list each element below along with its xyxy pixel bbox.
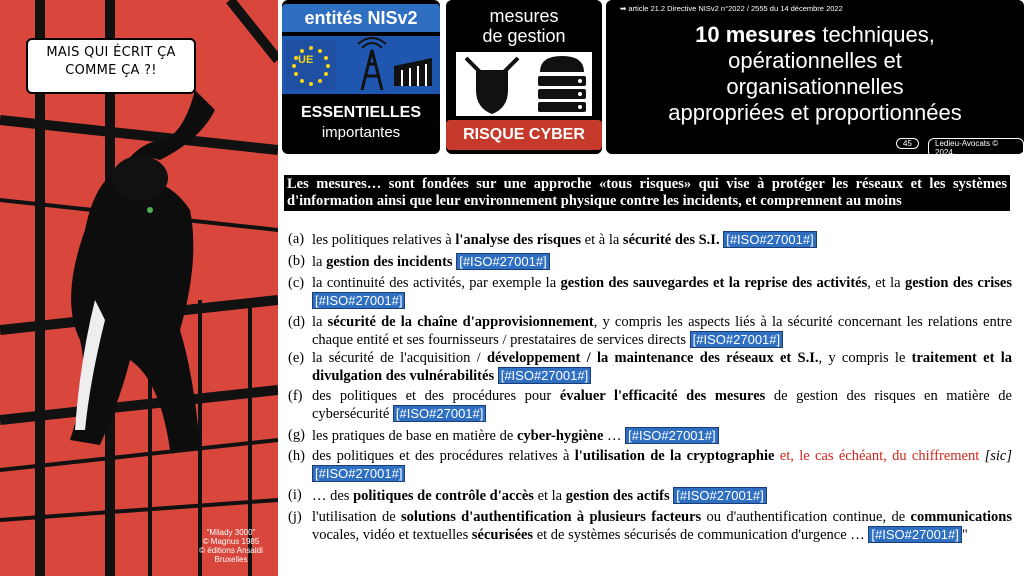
item-text: l'utilisation de — [312, 509, 402, 525]
item-text: la sécurité de l'acquisition / — [312, 350, 487, 366]
article-reference: ➡ article 21.2 Directive NISv2 n°2022 / 2555 du 14 décembre 2022 — [620, 4, 843, 13]
bubble-line-1: MAIS QUI ÉCRIT ÇA — [46, 45, 176, 60]
credit-line: © Magnus 1985 — [202, 537, 260, 546]
item-bold: cyber-hygiène — [516, 428, 604, 444]
item-bold: gestion des sauvegardes et la reprise des activités — [560, 275, 868, 291]
shield-server-illustration — [456, 52, 592, 116]
credit-line: "Milady 3000" — [206, 528, 256, 537]
item-bold: gestion des incidents — [326, 254, 453, 270]
comic-panel — [0, 0, 278, 576]
item-label: (a) — [288, 231, 305, 247]
measure-item-j — [288, 509, 1012, 544]
item-text: … — [603, 428, 622, 444]
item-bold: traitement et la divulgation des vulnérabilités — [312, 350, 1012, 384]
iso-tag: [#ISO#27001#] — [498, 367, 591, 384]
item-bold: l'analyse des risques — [455, 232, 582, 248]
item-text: et de systèmes sécurisés de communication d'urgence … — [533, 527, 865, 543]
intro-paragraph: Les mesures… sont fondées sur une approche «tous risques» qui vise à protéger les réseaux et les systèmes d'information ainsi que leur environnement physique contre les incidents, et comprennent au moins — [284, 175, 1010, 211]
image-credit — [188, 528, 274, 564]
item-bold: gestion des actifs — [565, 488, 670, 504]
iso-tag: [#ISO#27001#] — [312, 292, 405, 309]
measure-item-b — [288, 253, 1012, 271]
cyber-risk-badge: RISQUE CYBER — [446, 120, 602, 150]
measure-item-c — [288, 275, 1012, 310]
credit-line: © éditions Ansaldi — [199, 546, 263, 555]
item-bold: politiques de contrôle d'accès — [353, 488, 534, 504]
closing-quote: " — [961, 527, 968, 543]
important-label: importantes — [321, 124, 401, 141]
iso-tag: [#ISO#27001#] — [312, 465, 405, 482]
heading-bold: 10 mesures — [695, 22, 817, 47]
item-text: et la — [533, 488, 566, 504]
item-text: ou d'authentification continue, de — [701, 509, 911, 525]
iso-tag: [#ISO#27001#] — [625, 427, 718, 444]
heading-line-3: organisationnelles — [726, 74, 904, 99]
item-bold: communications — [910, 509, 1013, 525]
item-label: (i) — [288, 487, 302, 503]
item-bold: sécurité de la chaîne d'approvisionnement — [327, 314, 594, 330]
eu-badge: UE — [298, 54, 314, 66]
item-text: les politiques relatives à — [312, 232, 456, 248]
item-label: (e) — [288, 350, 305, 366]
measure-item-i — [288, 487, 1012, 505]
iso-tag: [#ISO#27001#] — [723, 231, 816, 248]
item-label: (b) — [288, 253, 305, 269]
iso-tag: [#ISO#27001#] — [393, 405, 486, 422]
tile-title: entités NISv2 — [282, 4, 440, 32]
measure-item-a — [288, 231, 1012, 249]
iso-tag: [#ISO#27001#] — [673, 487, 766, 504]
item-red-text: et, le cas échéant, du chiffrement — [774, 448, 980, 464]
tile-title — [446, 6, 602, 46]
item-text: les pratiques de base en matière de — [312, 428, 517, 444]
item-label: (g) — [288, 427, 305, 443]
item-bold: sécurité des S.I. — [622, 232, 720, 248]
bubble-line-2: COMME ÇA ?! — [65, 63, 157, 78]
measure-item-d — [288, 314, 1012, 349]
item-text: , y compris le — [818, 350, 912, 366]
item-text: la continuité des activités, par exemple la — [312, 275, 561, 291]
item-text: et à la — [581, 232, 623, 248]
tile-nis-entities — [282, 0, 440, 154]
item-text: de gestion des risques en matière de cybersécurité — [312, 388, 1012, 422]
item-text: , et la — [867, 275, 905, 291]
heading-line-4: appropriées et proportionnées — [668, 100, 962, 125]
heading-line-2: opérationnelles et — [728, 48, 902, 73]
iso-tag: [#ISO#27001#] — [868, 526, 961, 543]
item-bold: gestion des crises — [904, 275, 1013, 291]
copyright-badge: Ledieu-Avocats © 2024 — [928, 138, 1024, 158]
item-bold: évaluer l'efficacité des mesures — [559, 388, 766, 404]
item-text: des politiques et des procédures relatives à — [312, 448, 575, 464]
item-text: la — [312, 314, 328, 330]
heading-line-1 — [606, 22, 1024, 48]
speech-bubble — [26, 38, 196, 94]
item-label: (h) — [288, 448, 305, 464]
measure-item-g — [288, 427, 1012, 445]
item-bold: développement / la maintenance des réseaux et S.I. — [486, 350, 819, 366]
item-text: vocales, vidéo et textuelles — [312, 527, 472, 543]
page-number: 45 — [896, 138, 919, 149]
item-sic: [sic] — [979, 448, 1012, 464]
item-text: des politiques et des procédures pour — [312, 388, 560, 404]
tile-title-line: de gestion — [482, 26, 566, 46]
item-text: … des — [312, 488, 354, 504]
tile-heading — [606, 22, 1024, 126]
item-label: (f) — [288, 388, 303, 404]
credit-line: Bruxelles — [214, 555, 248, 564]
measure-item-f — [288, 388, 1012, 423]
item-text: , y compris les aspects liés à la sécurité concernant les relations entre chaque entité et ses fournisseurs / prestataires de services directs — [312, 314, 1013, 348]
essential-label: ESSENTIELLES — [300, 104, 422, 121]
iso-tag: [#ISO#27001#] — [690, 331, 783, 348]
measure-item-e — [288, 350, 1012, 385]
tile-management-measures — [446, 0, 602, 154]
measure-item-h — [288, 448, 1012, 483]
tile-ten-measures — [606, 0, 1024, 157]
item-label: (j) — [288, 509, 302, 525]
tile-title-line: mesures — [489, 6, 559, 26]
item-bold: sécurisées — [471, 527, 534, 543]
iso-tag: [#ISO#27001#] — [456, 253, 549, 270]
item-label: (c) — [288, 275, 305, 291]
item-bold: l'utilisation de la cryptographie — [574, 448, 775, 464]
heading-rest: techniques, — [816, 22, 935, 47]
item-text: la — [312, 254, 327, 270]
item-bold: solutions d'authentification à plusieurs facteurs — [401, 509, 702, 525]
item-label: (d) — [288, 314, 305, 330]
